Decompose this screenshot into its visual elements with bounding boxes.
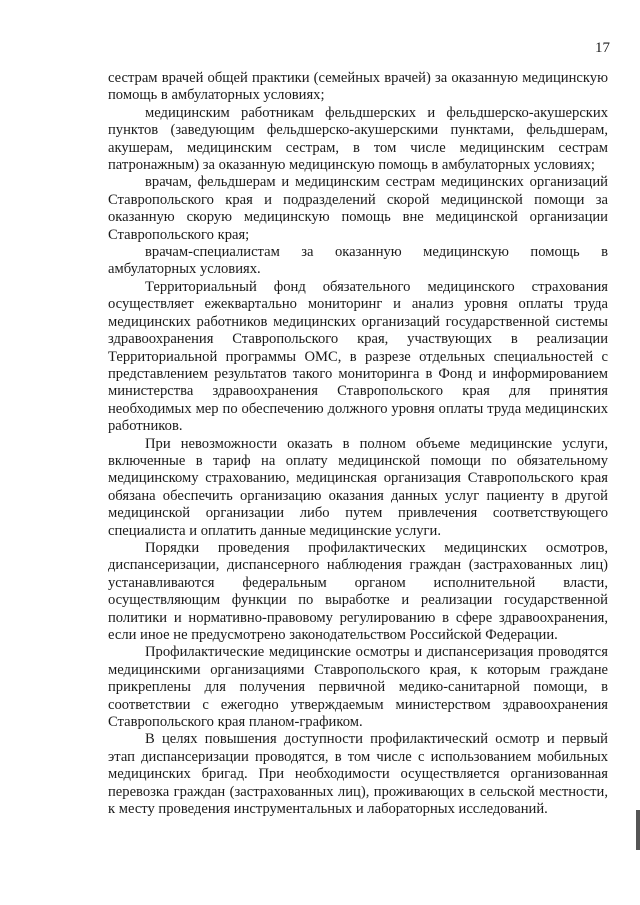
paragraph: медицинским работникам фельдшерских и фельдшерско-акушерских пунктов (заведующим фельдшерско-акушерскими пунктами, фельдшерам, акушерам, медицинским сестрам, в том числе медицинским сестрам патронажным) за оказанную медицинскую помощь в амбулаторных условиях; <box>108 104 608 174</box>
paragraph: При невозможности оказать в полном объеме медицинские услуги, включенные в тариф на оплату медицинской помощи по обязательному медицинскому страхованию, медицинская организация Ставропольского края обязана обеспечить организацию оказания данных услуг пациенту в другой медицинской организации либо путем привлечения соответствующего специалиста и оплатить данные медицинские услуги. <box>108 435 608 539</box>
paragraph: сестрам врачей общей практики (семейных врачей) за оказанную медицинскую помощь в амбулаторных условиях; <box>108 70 608 104</box>
paragraph: Профилактические медицинские осмотры и диспансеризация проводятся медицинскими организациями Ставропольского края, к которым граждане прикреплены для получения первичной медико-санитарной помощи, в соответствии с ежегодно утверждаемым министерством здравоохранения Ставропольского края планом-графиком. <box>108 644 608 731</box>
paragraph: В целях повышения доступности профилактический осмотр и первый этап диспансеризации проводятся, в том числе с использованием мобильных медицинских бригад. При необходимости осуществляется организованная перевозка граждан (застрахованных лиц), проживающих в сельской местности, к месту проведения инструментальных и лабораторных исследований. <box>108 731 608 818</box>
paragraph: врачам-специалистам за оказанную медицинскую помощь в амбулаторных условиях. <box>108 244 608 278</box>
scan-edge-mark <box>636 810 640 850</box>
document-body <box>108 70 608 818</box>
paragraph: Территориальный фонд обязательного медицинского страхования осуществляет ежеквартально мониторинг и анализ уровня оплаты труда медицинских работников медицинских организаций государственной системы здравоохранения Ставропольского края, участвующих в реализации Территориальной программы ОМС, в разрезе отдельных специальностей с представлением результатов такого мониторинга в Фонд и информированием министерства здравоохранения Ставропольского края для принятия необходимых мер по обеспечению должного уровня оплаты труда медицинских работников. <box>108 278 608 435</box>
paragraph: врачам, фельдшерам и медицинским сестрам медицинских организаций Ставропольского края и подразделений скорой медицинской помощи за оказанную скорую медицинскую помощь вне медицинской организации Ставропольского края; <box>108 174 608 243</box>
paragraph: Порядки проведения профилактических медицинских осмотров, диспансеризации, диспансерного наблюдения граждан (застрахованных лиц) устанавливаются федеральным органом исполнительной власти, осуществляющим функции по выработке и реализации государственной политики и нормативно-правовому регулированию в сфере здравоохранения, если иное не предусмотрено законодательством Российской Федерации. <box>108 539 608 643</box>
page-number: 17 <box>595 40 610 56</box>
